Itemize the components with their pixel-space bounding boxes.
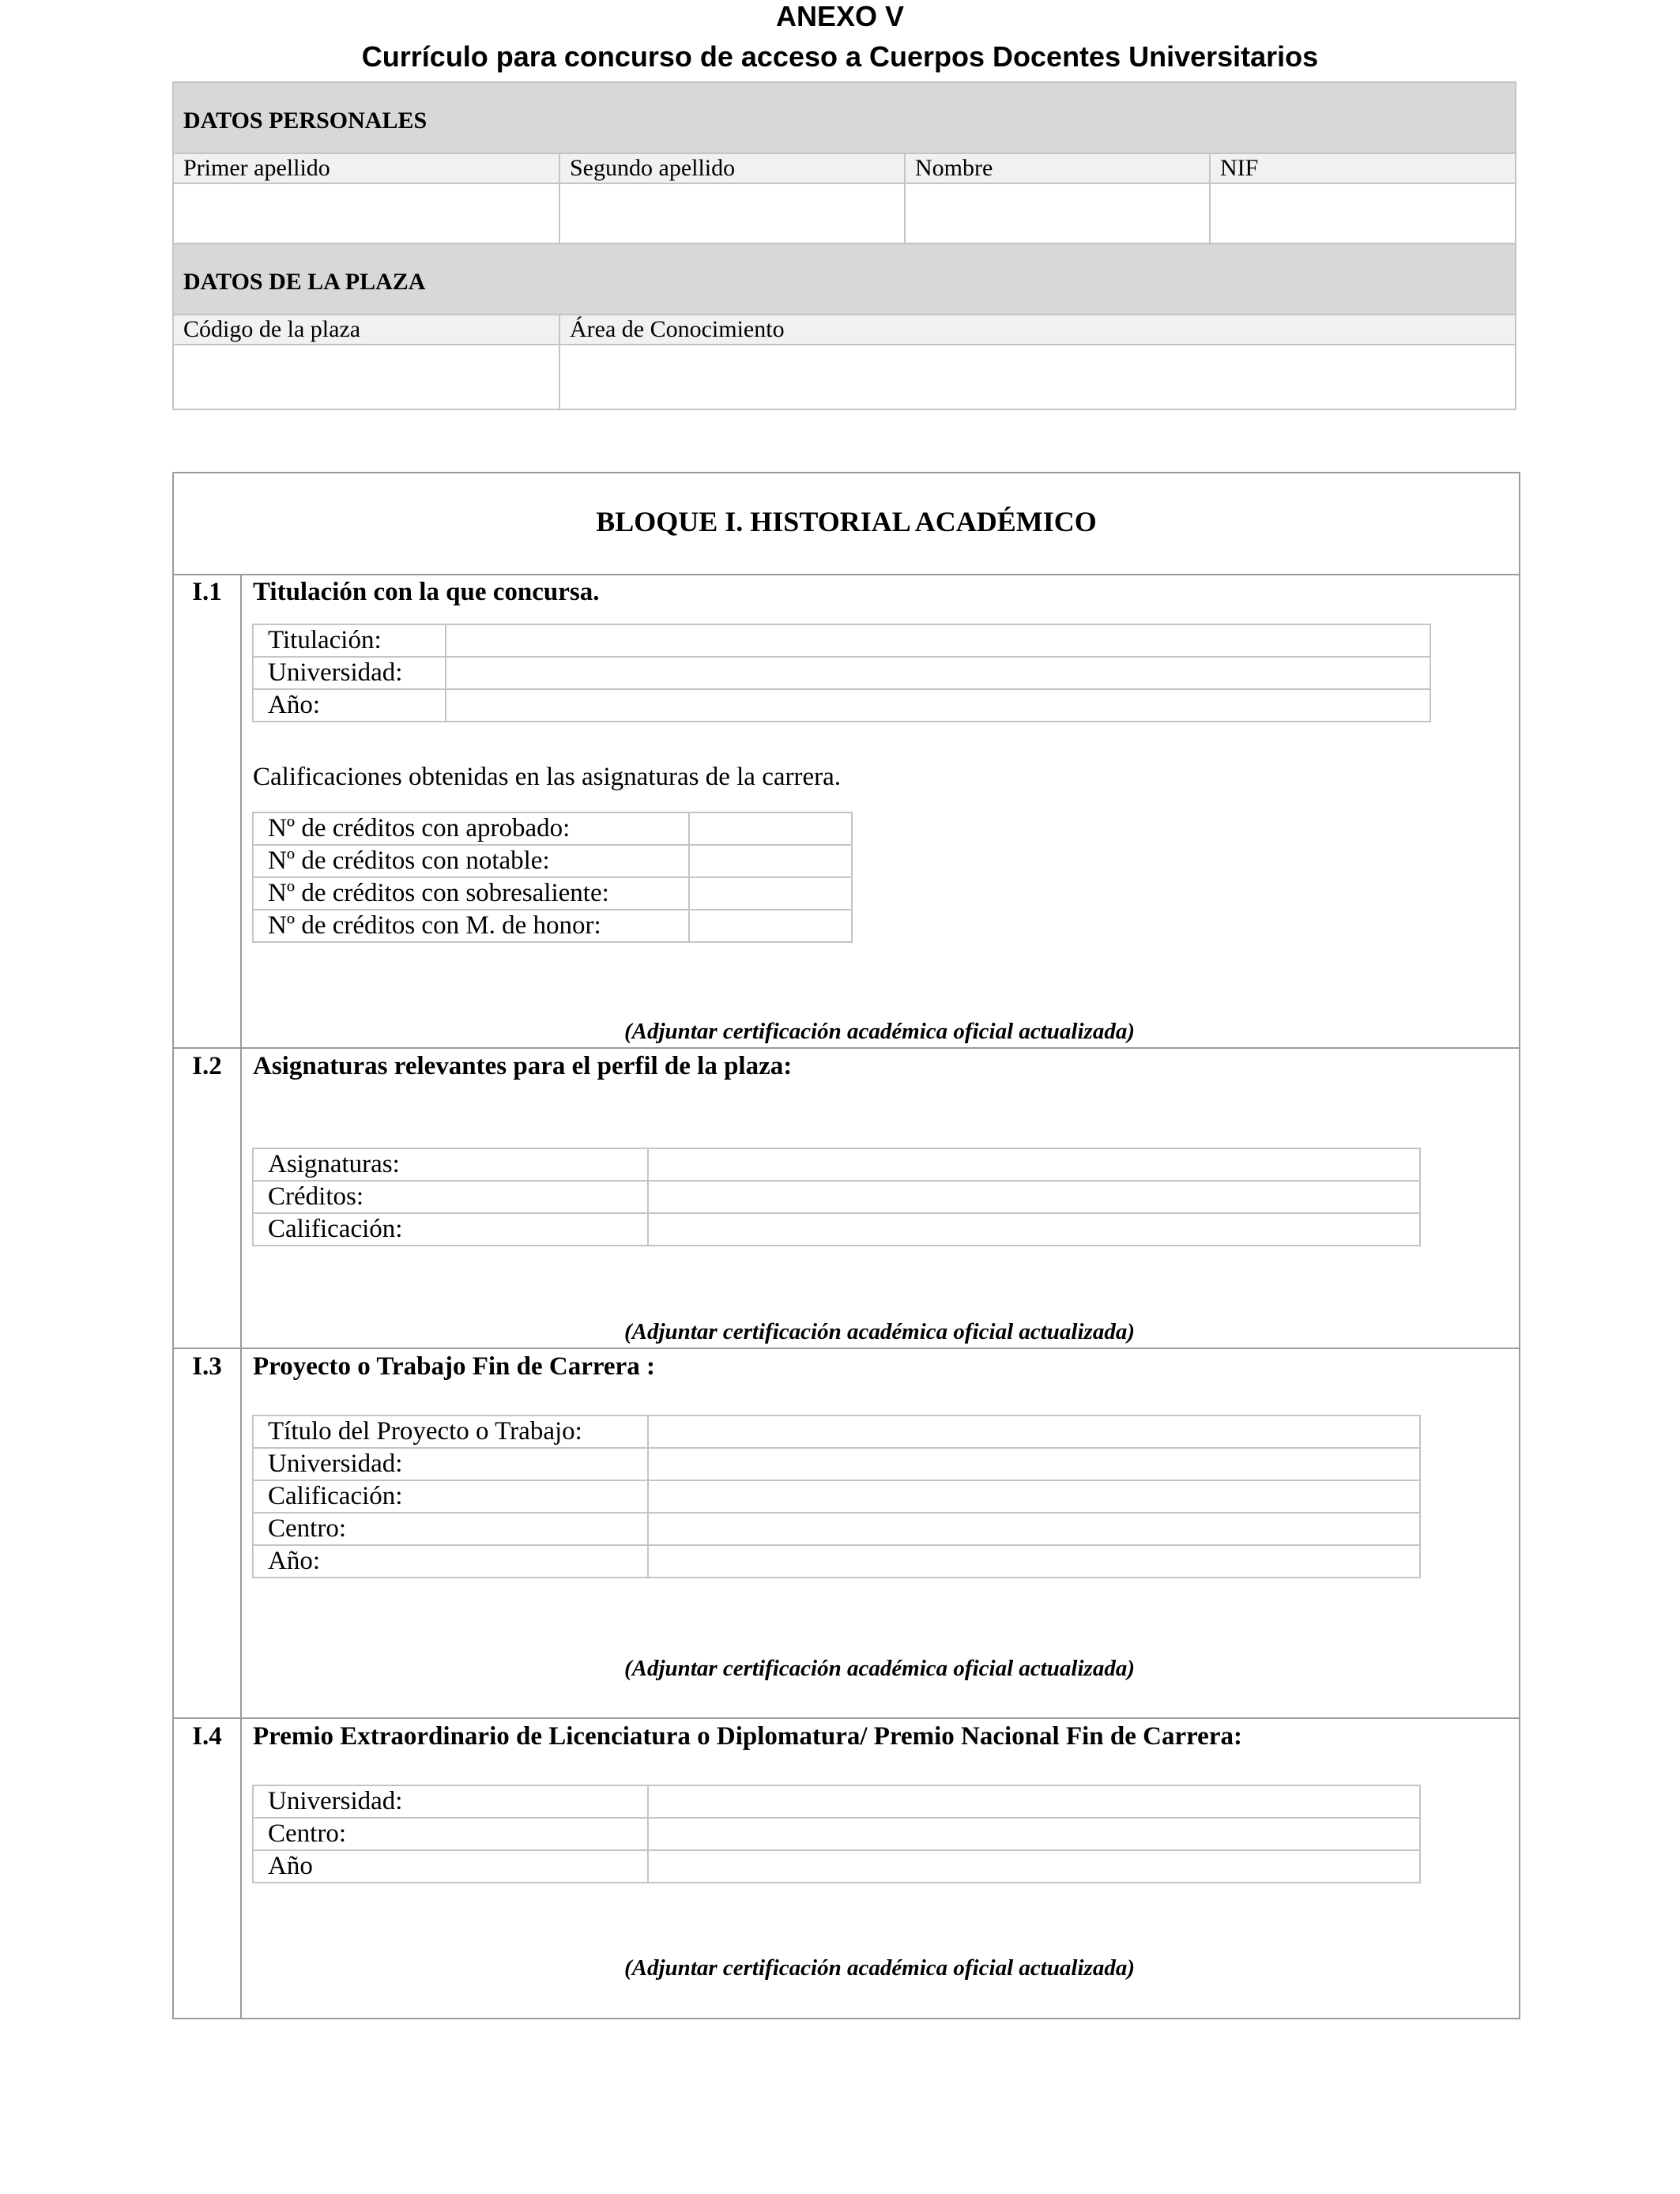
- titulo-proyecto-field[interactable]: [648, 1416, 1420, 1448]
- field-label: Nº de créditos con notable:: [253, 845, 689, 877]
- calificacion-field[interactable]: [648, 1213, 1420, 1246]
- field-label: Año:: [253, 689, 446, 722]
- centro-field[interactable]: [648, 1513, 1420, 1545]
- centro-field[interactable]: [648, 1818, 1420, 1850]
- universidad-field[interactable]: [648, 1785, 1420, 1818]
- segundo-apellido-field[interactable]: [559, 183, 905, 248]
- personal-data-heading: DATOS PERSONALES: [173, 82, 1516, 153]
- divider: [174, 1047, 1519, 1049]
- field-label: Universidad:: [253, 657, 446, 689]
- creditos-sobresaliente-field[interactable]: [689, 877, 852, 910]
- creditos-notable-field[interactable]: [689, 845, 852, 877]
- universidad-field[interactable]: [446, 657, 1430, 689]
- field-label: Centro:: [253, 1513, 648, 1545]
- personal-data-table: [172, 81, 1516, 249]
- field-label: Universidad:: [253, 1785, 648, 1818]
- certification-note: (Adjuntar certificación académica oficial actualizada): [624, 1019, 1135, 1044]
- asignaturas-table: [252, 1148, 1421, 1246]
- creditos-table: [252, 812, 853, 943]
- label-nombre: Nombre: [905, 153, 1210, 183]
- calificaciones-text: Calificaciones obtenidas en las asignaturas de la carrera.: [253, 763, 841, 791]
- premio-table: [252, 1785, 1421, 1883]
- ano-field[interactable]: [446, 689, 1430, 722]
- ano-field[interactable]: [648, 1545, 1420, 1578]
- plaza-data-table: [172, 243, 1516, 410]
- field-label: Titulación:: [253, 624, 446, 657]
- bloque-historial-academico: [172, 472, 1520, 2019]
- field-label: Nº de créditos con aprobado:: [253, 812, 689, 845]
- bloque-title: BLOQUE I. HISTORIAL ACADÉMICO: [596, 506, 1097, 537]
- creditos-aprobado-field[interactable]: [689, 812, 852, 845]
- section-number: I.2: [192, 1052, 222, 1080]
- document-subtitle: Currículo para concurso de acceso a Cuerpos Docentes Universitarios: [361, 40, 1319, 73]
- field-label: Año: [253, 1850, 648, 1883]
- section-number: I.1: [192, 578, 222, 606]
- section-number: I.3: [192, 1352, 222, 1381]
- proyecto-table: [252, 1415, 1421, 1578]
- plaza-data-heading: DATOS DE LA PLAZA: [173, 243, 1516, 315]
- field-label: Calificación:: [253, 1480, 648, 1513]
- field-label: Universidad:: [253, 1448, 648, 1480]
- titulacion-field[interactable]: [446, 624, 1430, 657]
- field-label: Nº de créditos con sobresaliente:: [253, 877, 689, 910]
- certification-note: (Adjuntar certificación académica oficial actualizada): [624, 1955, 1135, 1981]
- label-primer-apellido: Primer apellido: [173, 153, 559, 183]
- number-column-divider: [240, 575, 242, 2018]
- certification-note: (Adjuntar certificación académica oficial actualizada): [624, 1319, 1135, 1344]
- primer-apellido-field[interactable]: [173, 183, 559, 248]
- nombre-field[interactable]: [905, 183, 1210, 248]
- section-title: Titulación con la que concursa.: [253, 578, 600, 606]
- nif-field[interactable]: [1210, 183, 1516, 248]
- codigo-plaza-field[interactable]: [173, 345, 559, 409]
- certification-note: (Adjuntar certificación académica oficial actualizada): [624, 1656, 1135, 1681]
- field-label: Asignaturas:: [253, 1148, 648, 1181]
- field-label: Calificación:: [253, 1213, 648, 1246]
- universidad-field[interactable]: [648, 1448, 1420, 1480]
- section-title: Premio Extraordinario de Licenciatura o Diplomatura/ Premio Nacional Fin de Carrera:: [253, 1722, 1242, 1751]
- creditos-honor-field[interactable]: [689, 910, 852, 942]
- divider: [174, 1348, 1519, 1349]
- divider: [174, 574, 1519, 575]
- asignaturas-field[interactable]: [648, 1148, 1420, 1181]
- section-title: Proyecto o Trabajo Fin de Carrera :: [253, 1352, 655, 1381]
- field-label: Centro:: [253, 1818, 648, 1850]
- label-codigo-plaza: Código de la plaza: [173, 315, 559, 345]
- field-label: Nº de créditos con M. de honor:: [253, 910, 689, 942]
- titulacion-table: [252, 624, 1431, 722]
- section-title: Asignaturas relevantes para el perfil de la plaza:: [253, 1052, 793, 1080]
- label-nif: NIF: [1210, 153, 1516, 183]
- label-area-conocimiento: Área de Conocimiento: [559, 315, 1516, 345]
- ano-field[interactable]: [648, 1850, 1420, 1883]
- calificacion-field[interactable]: [648, 1480, 1420, 1513]
- document-title: ANEXO V: [775, 0, 905, 32]
- area-conocimiento-field[interactable]: [559, 345, 1516, 409]
- divider: [174, 1717, 1519, 1719]
- field-label: Título del Proyecto o Trabajo:: [253, 1416, 648, 1448]
- label-segundo-apellido: Segundo apellido: [559, 153, 905, 183]
- field-label: Créditos:: [253, 1181, 648, 1213]
- field-label: Año:: [253, 1545, 648, 1578]
- section-number: I.4: [192, 1722, 222, 1751]
- creditos-field[interactable]: [648, 1181, 1420, 1213]
